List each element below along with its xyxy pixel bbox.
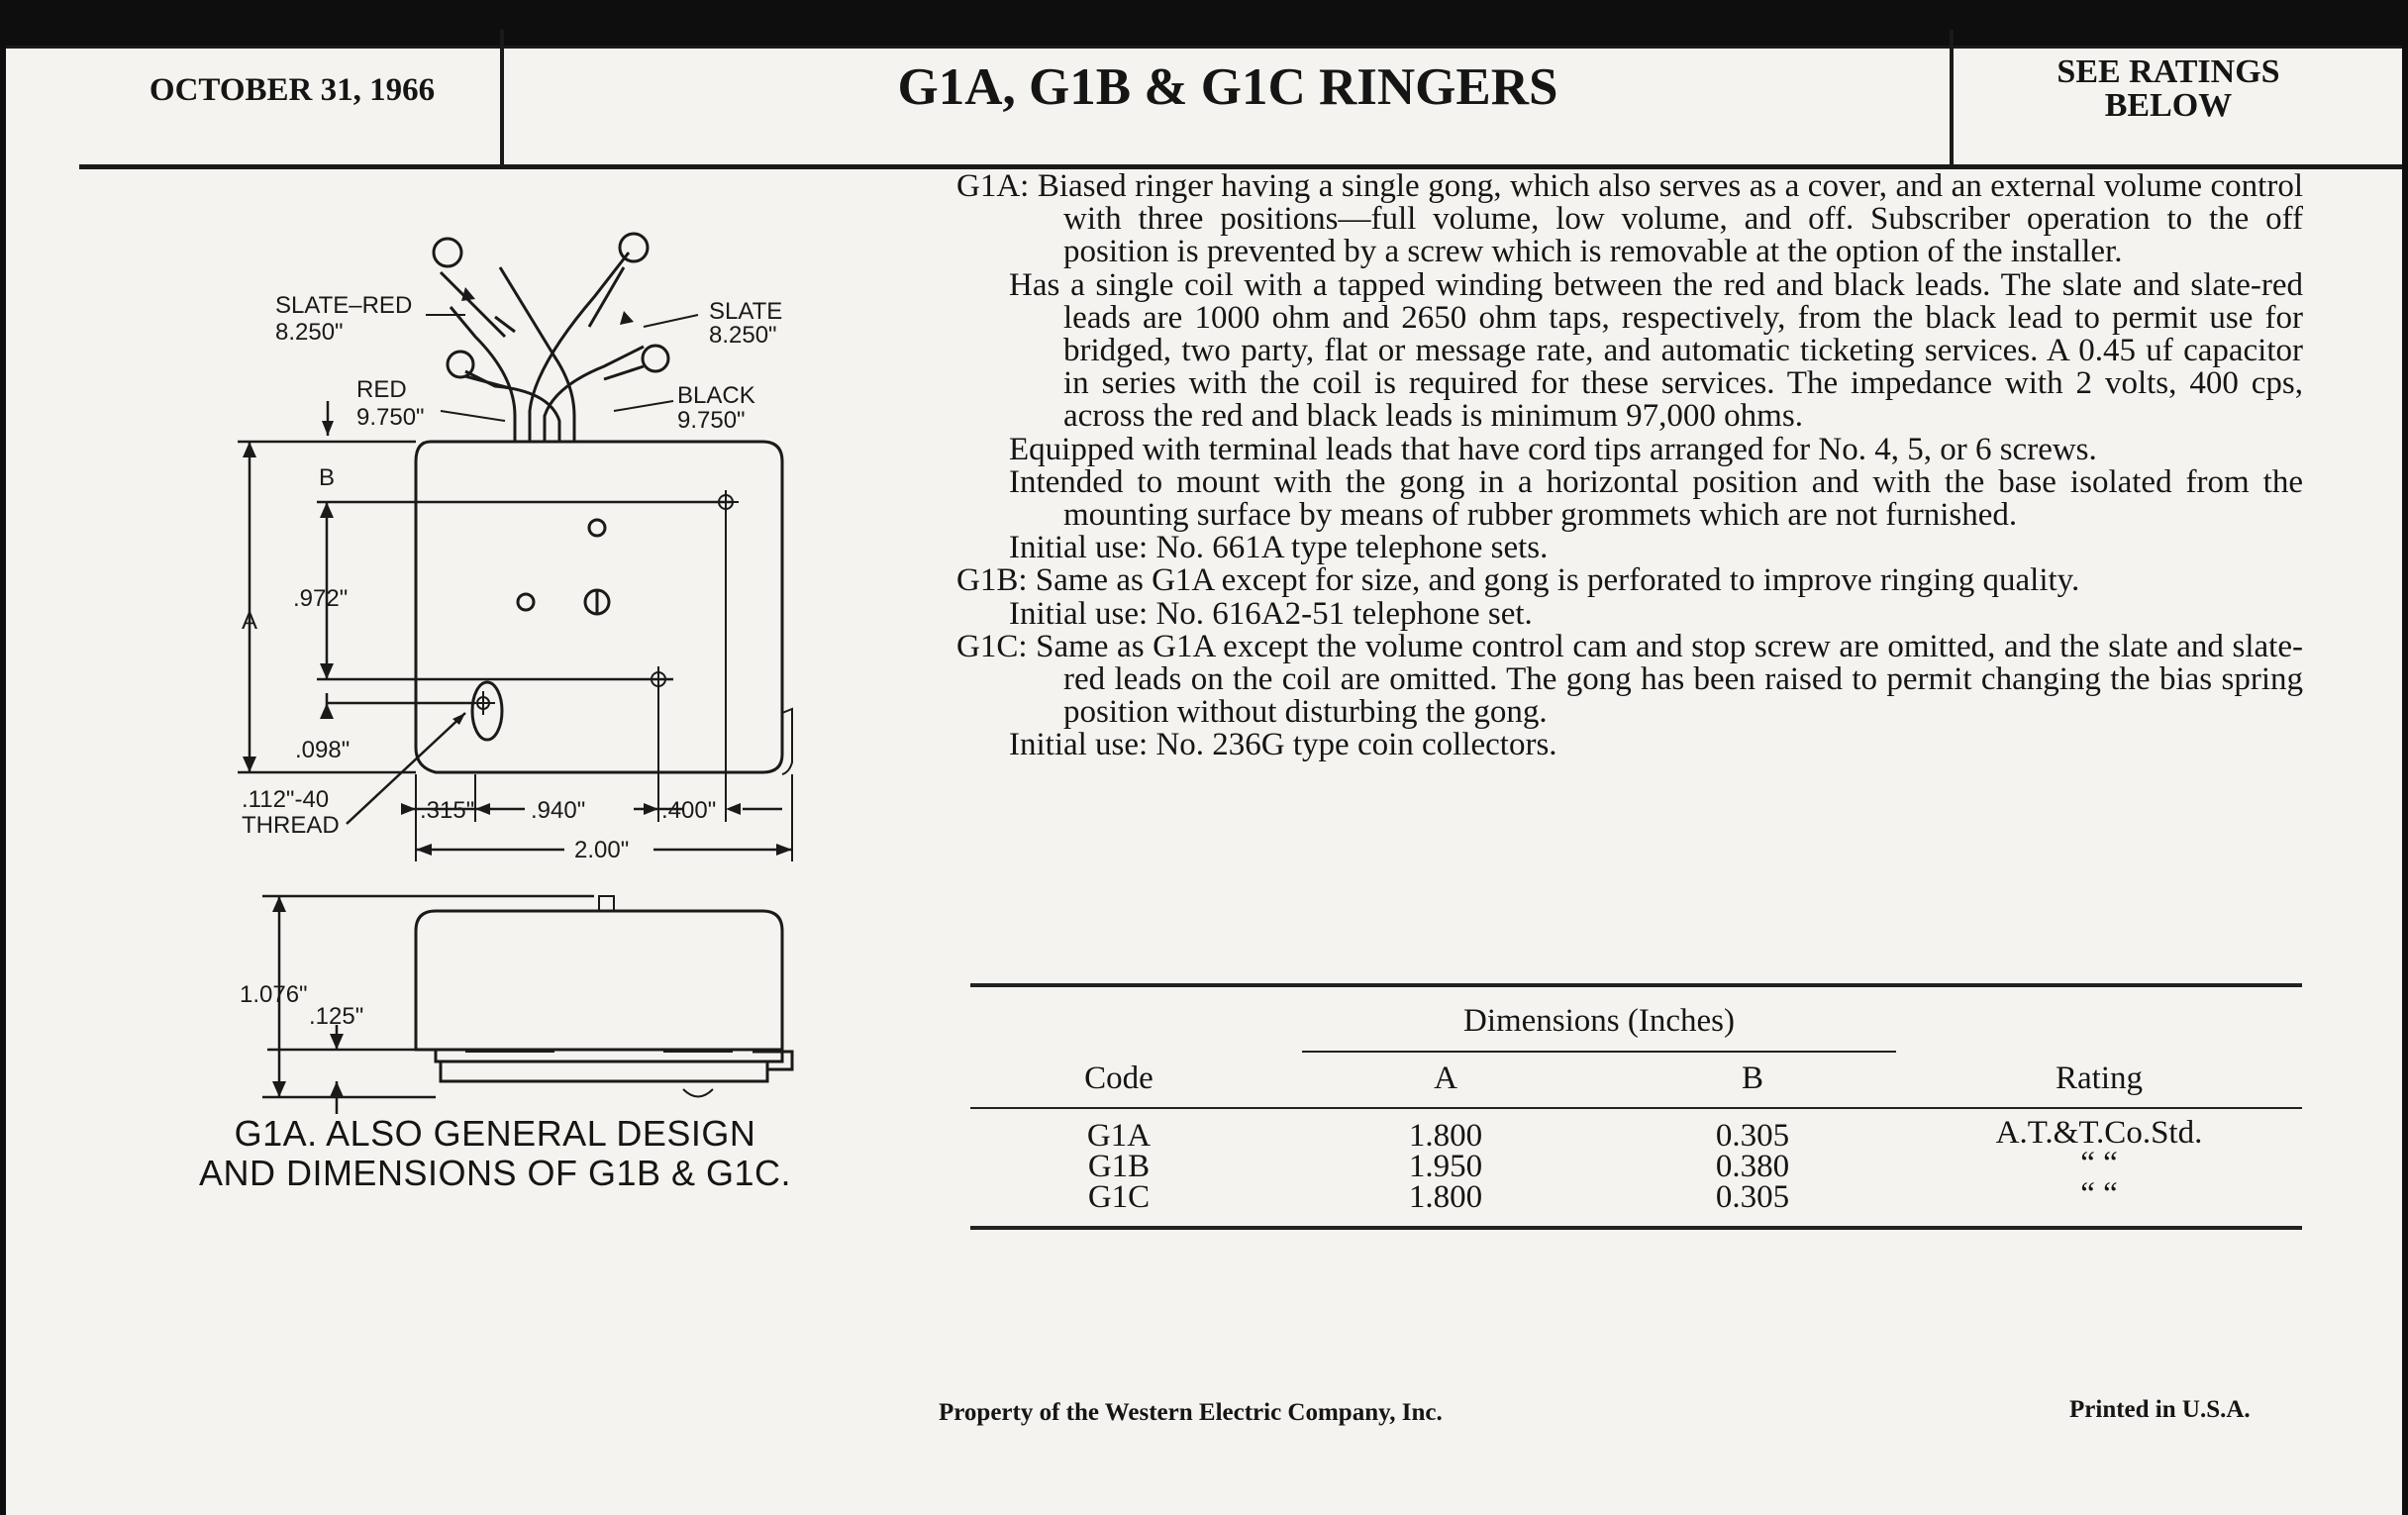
- label-slate-length: 8.250": [709, 322, 777, 349]
- dim-315: .315": [420, 797, 475, 824]
- row-code: G1A: [1086, 1118, 1152, 1154]
- row-code: G1B: [1087, 1149, 1151, 1184]
- g1b-text: Same as G1A except for size, and gong is perforated to improve ringing quality.: [1035, 562, 2080, 599]
- diagram-caption: [158, 1114, 832, 1193]
- col-header-rating: Rating: [2056, 1060, 2143, 1096]
- dim-200: 2.00": [574, 837, 630, 863]
- table-bottom-rule: [970, 1226, 2302, 1230]
- label-b: B: [319, 464, 336, 491]
- caption-line-1: G1A. ALSO GENERAL DESIGN: [234, 1113, 756, 1154]
- label-black-length: 9.750": [677, 407, 746, 434]
- dim-125: .125": [309, 1003, 364, 1030]
- dim-940: .940": [531, 797, 586, 824]
- label-slate-red: SLATE–RED: [275, 292, 413, 319]
- page-title: G1A, G1B & G1C RINGERS: [897, 58, 1558, 116]
- thread-label: THREAD: [242, 812, 340, 839]
- mounting-paragraph: Intended to mount with the gong in a horizontal position and with the base isolated from the mounting surface by means of rubber grommets which are not furnished.: [1009, 463, 2303, 534]
- g1b-initial-use: Initial use: No. 616A2-51 telephone set.: [1009, 595, 1533, 632]
- table-top-rule: [970, 983, 2302, 987]
- col-header-code: Code: [1084, 1060, 1154, 1096]
- header-rule: [970, 1107, 2302, 1109]
- row-a: 1.950: [1408, 1149, 1483, 1184]
- row-rating: A.T.&T.Co.Std.: [1995, 1115, 2203, 1151]
- dim-972: .972": [293, 585, 349, 612]
- label-red: RED: [356, 376, 407, 403]
- label-slate-red-length: 8.250": [275, 319, 344, 346]
- footer-printed: Printed in U.S.A.: [2069, 1396, 2251, 1423]
- col-header-a: A: [1434, 1060, 1457, 1096]
- label-black: BLACK: [677, 382, 755, 409]
- col-header-b: B: [1741, 1060, 1763, 1096]
- g1c-text: Same as G1A except the volume control cam and stop screw are omitted, and the slate and slate-red leads on the coil are omitted. The gong has been raised to permit changing the bias spring position without disturbing the gong.: [1036, 628, 2303, 731]
- row-b: 0.380: [1715, 1149, 1790, 1184]
- terminal-leads-paragraph: Equipped with terminal leads that have cord tips arranged for No. 4, 5, or 6 screws.: [1009, 431, 2097, 467]
- group-header-rule: [1302, 1051, 1896, 1053]
- ratings-note-line2: BELOW: [2104, 87, 2233, 124]
- description: [956, 170, 2303, 762]
- coil-paragraph: Has a single coil with a tapped winding between the red and black leads. The slate and slate-red leads are 1000 ohm and 2650 ohm taps, respectively, from the black lead to permit use for bridged, two party, flat or message rate, and automatic ticketing services. A 0.45 uf capacitor in series with the coil is required for these services. The impedance with 2 volts, 400 cps, across the red and black leads is minimum 97,000 ohms.: [1009, 266, 2303, 435]
- dim-1076: 1.076": [240, 981, 308, 1008]
- g1a-initial-use: Initial use: No. 661A type telephone sets.: [1009, 530, 1549, 566]
- g1c-paragraph: [956, 628, 2303, 731]
- label-a: A: [242, 608, 258, 635]
- ratings-note-line1: SEE RATINGS: [2057, 53, 2280, 90]
- header-divider-right: [1950, 30, 1954, 166]
- row-code: G1C: [1087, 1179, 1151, 1215]
- row-a: 1.800: [1408, 1118, 1483, 1154]
- g1a-text: Biased ringer having a single gong, which also serves as a cover, and an external volume control with three positions—full volume, low volume, and off. Subscriber operation to the off position is prevented by a screw which is removable at the option of the installer.: [1037, 168, 2303, 270]
- dimensions-table: [970, 983, 2302, 1231]
- footer-property: Property of the Western Electric Company, Inc.: [939, 1399, 1443, 1426]
- g1b-label: G1B:: [956, 562, 1028, 599]
- g1b-paragraph: [956, 564, 2303, 597]
- label-slate: SLATE: [709, 298, 783, 325]
- g1a-paragraph: [956, 170, 2303, 269]
- ringer-side-view-outline: [416, 911, 782, 1050]
- row-rating: “ “: [2080, 1176, 2118, 1212]
- row-b: 0.305: [1715, 1179, 1790, 1215]
- dimensions-group-header: Dimensions (Inches): [1462, 1003, 1736, 1039]
- caption-line-2: AND DIMENSIONS OF G1B & G1C.: [198, 1153, 792, 1193]
- g1a-label: G1A:: [956, 168, 1030, 204]
- row-a: 1.800: [1408, 1179, 1483, 1215]
- thread-size: .112"-40: [242, 786, 330, 813]
- row-b: 0.305: [1715, 1118, 1790, 1154]
- ringer-dimension-drawing: [0, 0, 891, 1119]
- label-red-length: 9.750": [356, 404, 425, 431]
- g1c-label: G1C:: [956, 628, 1028, 664]
- header-date: OCTOBER 31, 1966: [149, 72, 436, 108]
- ringer-top-view-outline: [416, 442, 782, 772]
- row-rating: “ “: [2080, 1146, 2118, 1181]
- dim-400: .400": [661, 797, 717, 824]
- dim-098: .098": [295, 737, 351, 763]
- g1c-initial-use: Initial use: No. 236G type coin collectors.: [1009, 727, 1557, 763]
